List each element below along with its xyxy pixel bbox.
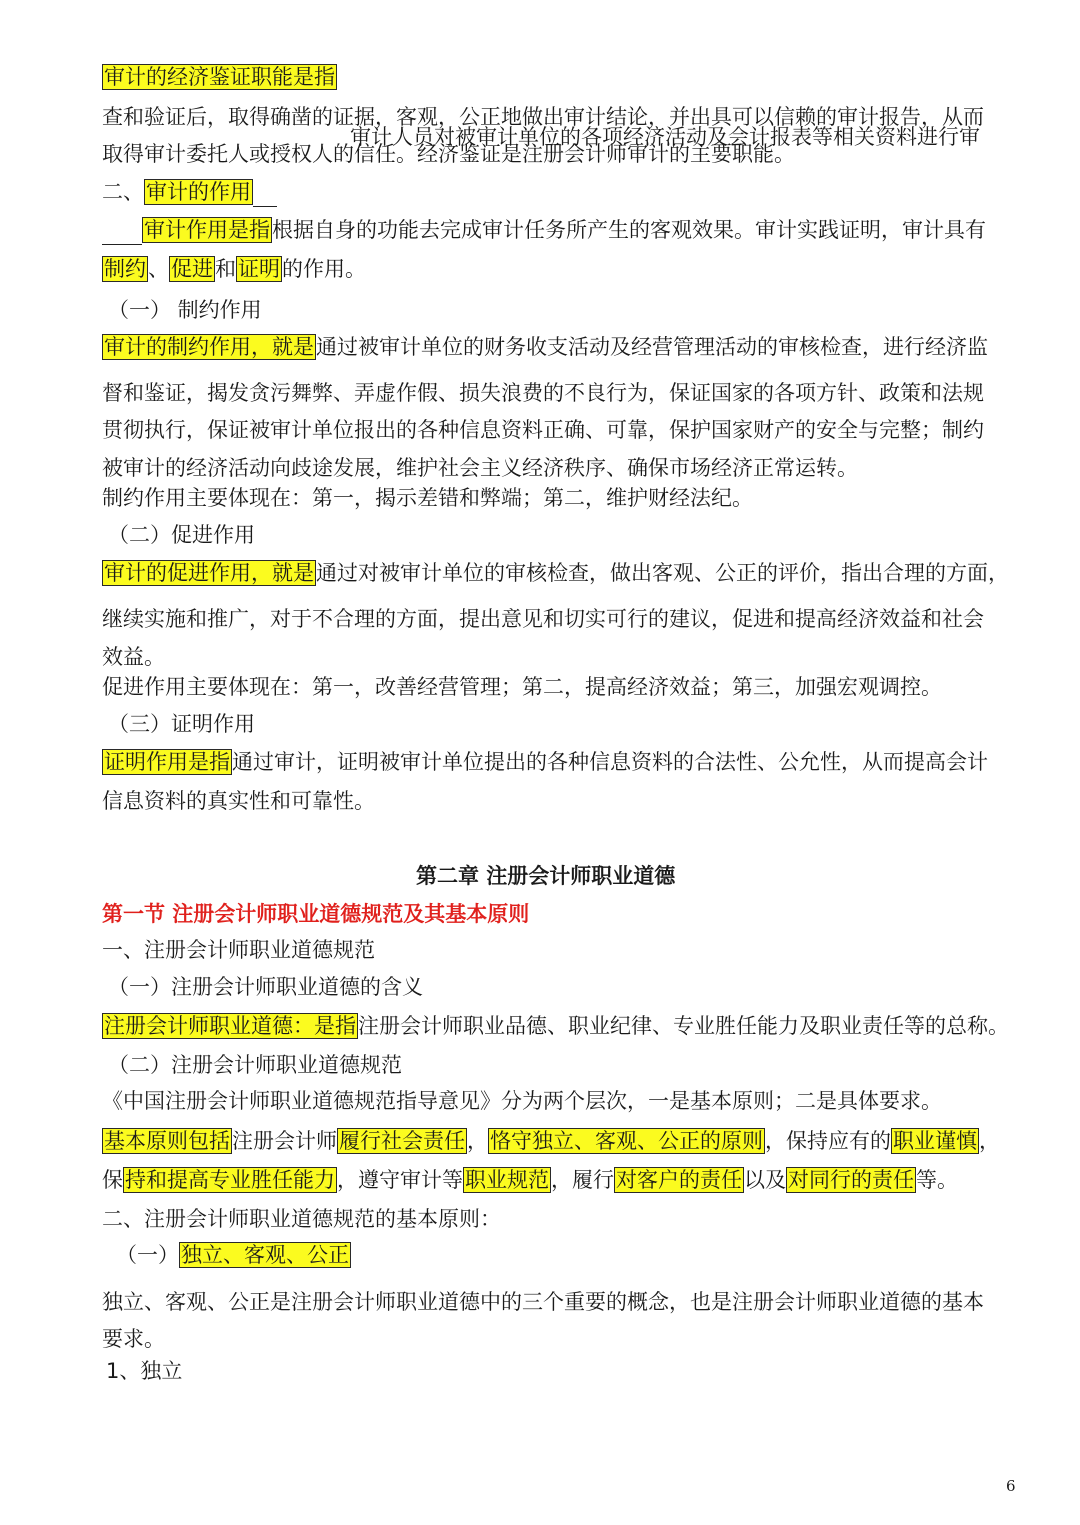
paragraph-line: 被审计的经济活动向歧途发展，维护社会主义经济秩序、确保市场经济正常运转。: [102, 456, 858, 480]
highlight-term: 审计的作用: [146, 180, 251, 204]
page-number: 6: [1006, 1477, 1016, 1495]
highlight-term: 职业规范: [465, 1168, 549, 1192]
highlight-term: 审计的制约作用，就是: [104, 335, 314, 359]
paragraph-line: 审计的促进作用，就是通过对被审计单位的审核检查，做出客观、公正的评价，指出合理的方面，: [104, 561, 1009, 585]
paragraph-line: 注册会计师职业道德：是指注册会计师职业品德、职业纪律、专业胜任能力及职业责任等的总称。: [104, 1014, 1009, 1038]
heading-level-2: （一）独立、客观、公正: [116, 1243, 349, 1267]
paragraph-line: 制约、促进和证明的作用。: [104, 257, 366, 281]
heading-level-2: （一）注册会计师职业道德的含义: [108, 975, 423, 999]
paragraph-line: 督和鉴证，揭发贪污舞弊、弄虚作假、损失浪费的不良行为，保证国家的各项方针、政策和法规: [102, 381, 984, 405]
paragraph-line: 基本原则包括注册会计师履行社会责任，恪守独立、客观、公正的原则，保持应有的职业谨慎，: [104, 1129, 1000, 1153]
highlight-term: 审计的经济鉴证职能是指: [104, 65, 335, 89]
highlight-term: 制约: [104, 257, 146, 281]
highlight-term: 证明: [238, 257, 280, 281]
paragraph-line: 要求。: [102, 1327, 165, 1351]
heading-level-3: 1、独立: [106, 1359, 183, 1383]
heading-level-1: 二、注册会计师职业道德规范的基本原则：: [102, 1207, 501, 1231]
underline-blank: [253, 184, 277, 207]
paragraph-line: 《中国注册会计师职业道德规范指导意见》分为两个层次，一是基本原则；二是具体要求。: [102, 1089, 942, 1113]
paragraph-line: 促进作用主要体现在：第一，改善经营管理；第二，提高经济效益；第三，加强宏观调控。: [102, 675, 942, 699]
paragraph-line: 制约作用主要体现在：第一，揭示差错和弊端；第二，维护财经法纪。: [102, 486, 753, 510]
chapter-title: 第二章 注册会计师职业道德: [416, 864, 676, 888]
highlight-term: 证明作用是指: [104, 750, 230, 774]
overlapping-text-line: 审计人员对被审计单位的各项经济活动及会计报表等相关资料进行审: [350, 125, 980, 149]
paragraph-line: 效益。: [102, 645, 165, 669]
paragraph-line: 信息资料的真实性和可靠性。: [102, 789, 375, 813]
subheading-restrict: （一） 制约作用: [108, 298, 262, 322]
economic-audit-definition-label: [102, 62, 337, 92]
paragraph-line: 继续实施和推广，对于不合理的方面，提出意见和切实可行的建议，促进和提高经济效益和社会: [102, 607, 984, 631]
highlight-term: 对客户的责任: [616, 1168, 742, 1192]
highlight-term: 独立、客观、公正: [181, 1243, 349, 1267]
highlight-term: 审计作用是指: [144, 218, 270, 242]
paragraph-line: 贯彻执行，保证被审计单位报出的各种信息资料正确、可靠，保护国家财产的安全与完整；制约: [102, 418, 984, 442]
subheading-promote: （二）促进作用: [108, 523, 255, 547]
highlight-term: 对同行的责任: [788, 1168, 914, 1192]
paragraph-line: 证明作用是指通过审计，证明被审计单位提出的各种信息资料的合法性、公允性，从而提高会计: [104, 750, 988, 774]
highlight-term: 注册会计师职业道德：是指: [104, 1014, 356, 1038]
highlight-term: 职业谨慎: [893, 1129, 977, 1153]
heading-level-2: （二）注册会计师职业道德规范: [108, 1053, 402, 1077]
paragraph-line: 审计的制约作用，就是通过被审计单位的财务收支活动及经营管理活动的审核检查，进行经济监: [104, 335, 988, 359]
highlight-term: 审计的促进作用，就是: [104, 561, 314, 585]
paragraph-line: 独立、客观、公正是注册会计师职业道德中的三个重要的概念，也是注册会计师职业道德的基本: [102, 1290, 984, 1314]
paragraph-line: 查和验证后，取得确凿的证据，客观，公正地做出审计结论，并出具可以信赖的审计报告，从而: [102, 105, 984, 129]
heading-level-1: 一、注册会计师职业道德规范: [102, 938, 375, 962]
subheading-prove: （三）证明作用: [108, 712, 255, 736]
section-heading-audit-role: 二、审计的作用: [102, 177, 277, 207]
highlight-term: 履行社会责任: [339, 1129, 465, 1153]
paragraph-line: 保持和提高专业胜任能力，遵守审计等职业规范，履行对客户的责任以及对同行的责任等。: [102, 1168, 958, 1192]
paragraph-line: 取得审计委托人或授权人的信任。经济鉴证是注册会计师审计的主要职能。: [102, 142, 795, 166]
highlight-term: 基本原则包括: [104, 1129, 230, 1153]
highlight-term: 促进: [171, 257, 213, 281]
underline-blank: [102, 222, 142, 245]
section-title: 第一节 注册会计师职业道德规范及其基本原则: [102, 902, 530, 926]
highlight-term: 恪守独立、客观、公正的原则: [490, 1129, 763, 1153]
highlight-term: 持和提高专业胜任能力: [125, 1168, 335, 1192]
paragraph-line: 审计作用是指根据自身的功能去完成审计任务所产生的客观效果。审计实践证明，审计具有: [102, 215, 986, 245]
